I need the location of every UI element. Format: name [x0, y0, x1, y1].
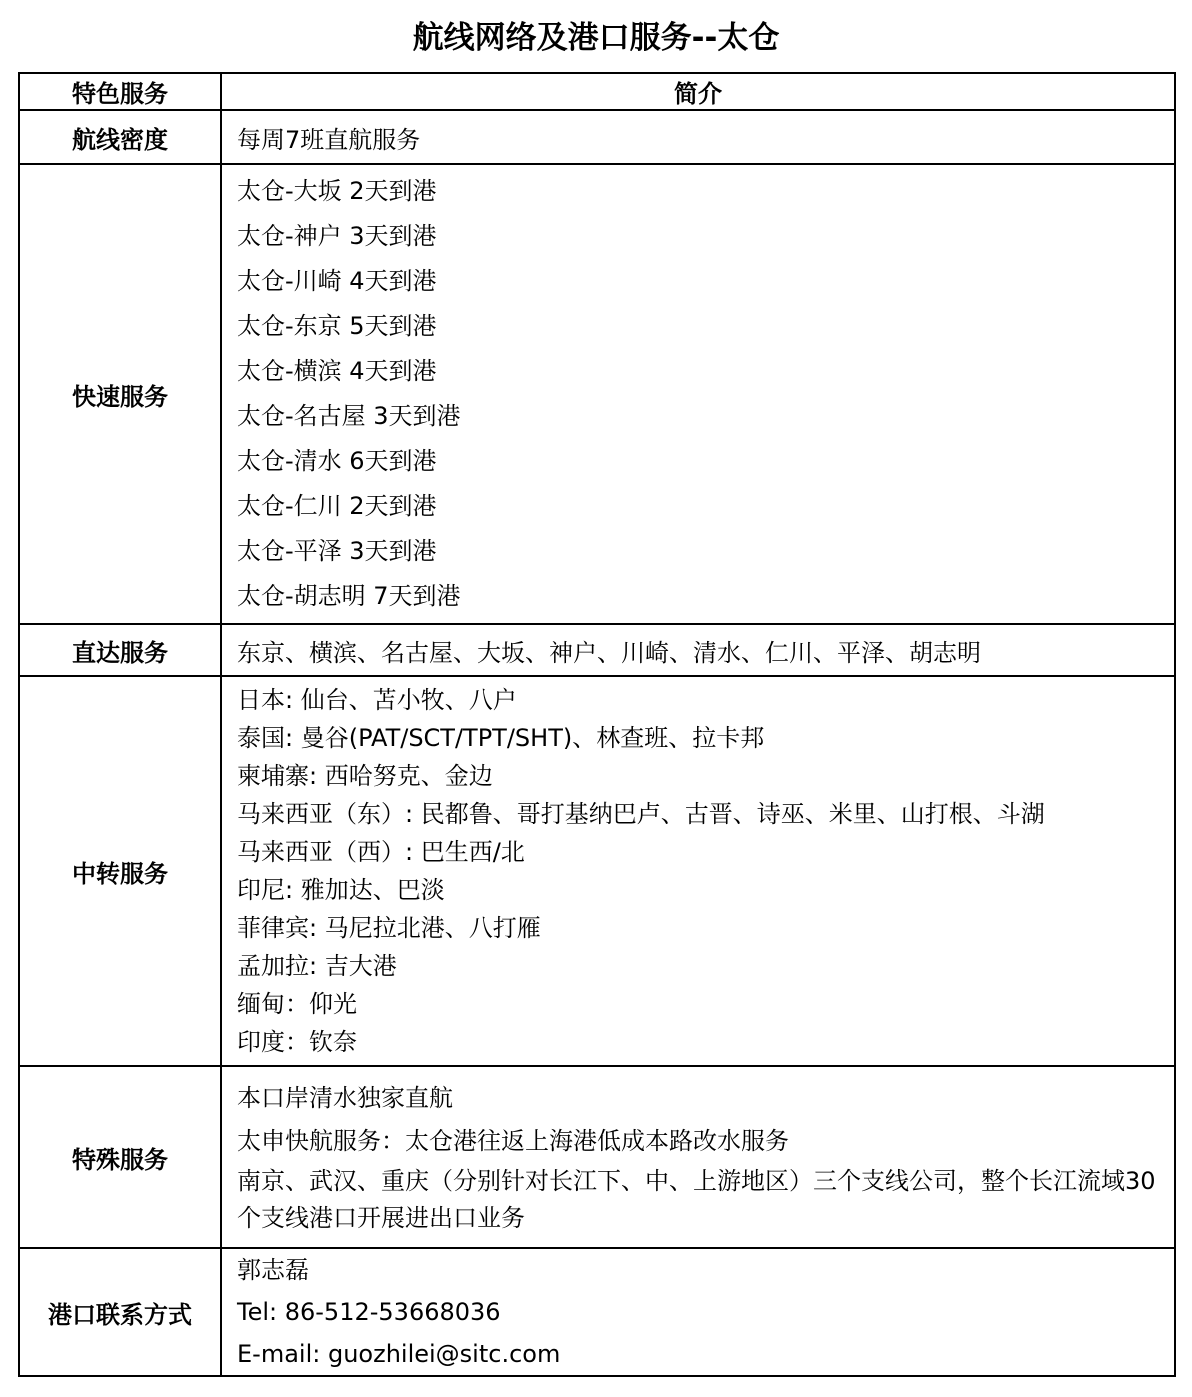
services-table — [18, 72, 1176, 1377]
header-service: 特色服务 — [19, 73, 221, 110]
express-line: 太仓-川崎 4天到港 — [237, 267, 437, 295]
transit-line: 日本: 仙台、苫小牧、八户 — [237, 686, 517, 714]
row-express — [19, 164, 1175, 624]
transit-line: 菲律宾: 马尼拉北港、八打雁 — [237, 914, 541, 942]
transit-line: 印度：钦奈 — [237, 1028, 357, 1056]
row-label: 中转服务 — [19, 676, 221, 1066]
express-line: 太仓-名古屋 3天到港 — [237, 402, 461, 430]
row-density — [19, 110, 1175, 164]
express-line: 太仓-清水 6天到港 — [237, 447, 437, 475]
row-special — [19, 1066, 1175, 1248]
density-text: 每周7班直航服务 — [237, 125, 421, 154]
contact-name: 郭志磊 — [237, 1256, 309, 1284]
transit-line: 泰国: 曼谷(PAT/SCT/TPT/SHT)、林查班、拉卡邦 — [237, 724, 765, 752]
transit-line: 马来西亚（西）: 巴生西/北 — [237, 838, 525, 866]
header-intro: 简介 — [221, 73, 1175, 110]
contact-phone: Tel: 86-512-53668036 — [237, 1298, 501, 1326]
transit-line: 缅甸：仰光 — [237, 990, 357, 1018]
page-title: 航线网络及港口服务--太仓 — [412, 20, 780, 56]
express-line: 太仓-平泽 3天到港 — [237, 537, 437, 565]
express-line: 太仓-仁川 2天到港 — [237, 492, 437, 520]
express-line: 太仓-东京 5天到港 — [237, 312, 437, 340]
row-label: 港口联系方式 — [19, 1248, 221, 1376]
transit-line: 柬埔寨: 西哈努克、金边 — [237, 762, 493, 790]
row-direct — [19, 624, 1175, 676]
row-contact — [19, 1248, 1175, 1376]
special-line: 南京、武汉、重庆（分别针对长江下、中、上游地区）三个支线公司，整个长江流域30个支线港口开展进出口业务 — [237, 1167, 1156, 1232]
transit-line: 马来西亚（东）: 民都鲁、哥打基纳巴卢、古晋、诗巫、米里、山打根、斗湖 — [237, 800, 1045, 828]
row-content — [221, 676, 1175, 1066]
row-content — [221, 110, 1175, 164]
row-content — [221, 1248, 1175, 1376]
transit-line: 印尼: 雅加达、巴淡 — [237, 876, 445, 904]
row-label: 快速服务 — [19, 164, 221, 624]
express-line: 太仓-神户 3天到港 — [237, 222, 437, 250]
transit-line: 孟加拉: 吉大港 — [237, 952, 397, 980]
row-content — [221, 624, 1175, 676]
row-label: 特殊服务 — [19, 1066, 221, 1248]
row-content — [221, 1066, 1175, 1248]
special-line: 太申快航服务：太仓港往返上海港低成本路改水服务 — [237, 1127, 789, 1155]
table-header-row — [19, 73, 1175, 110]
row-label: 直达服务 — [19, 624, 221, 676]
express-line: 太仓-胡志明 7天到港 — [237, 582, 461, 610]
row-label: 航线密度 — [19, 110, 221, 164]
express-line: 太仓-大坂 2天到港 — [237, 177, 437, 205]
special-line: 本口岸清水独家直航 — [237, 1084, 453, 1112]
direct-text: 东京、横滨、名古屋、大坂、神户、川崎、清水、仁川、平泽、胡志明 — [237, 638, 981, 667]
contact-email[interactable]: E-mail: guozhilei@sitc.com — [237, 1340, 561, 1368]
row-content — [221, 164, 1175, 624]
row-transit — [19, 676, 1175, 1066]
express-line: 太仓-横滨 4天到港 — [237, 357, 437, 385]
